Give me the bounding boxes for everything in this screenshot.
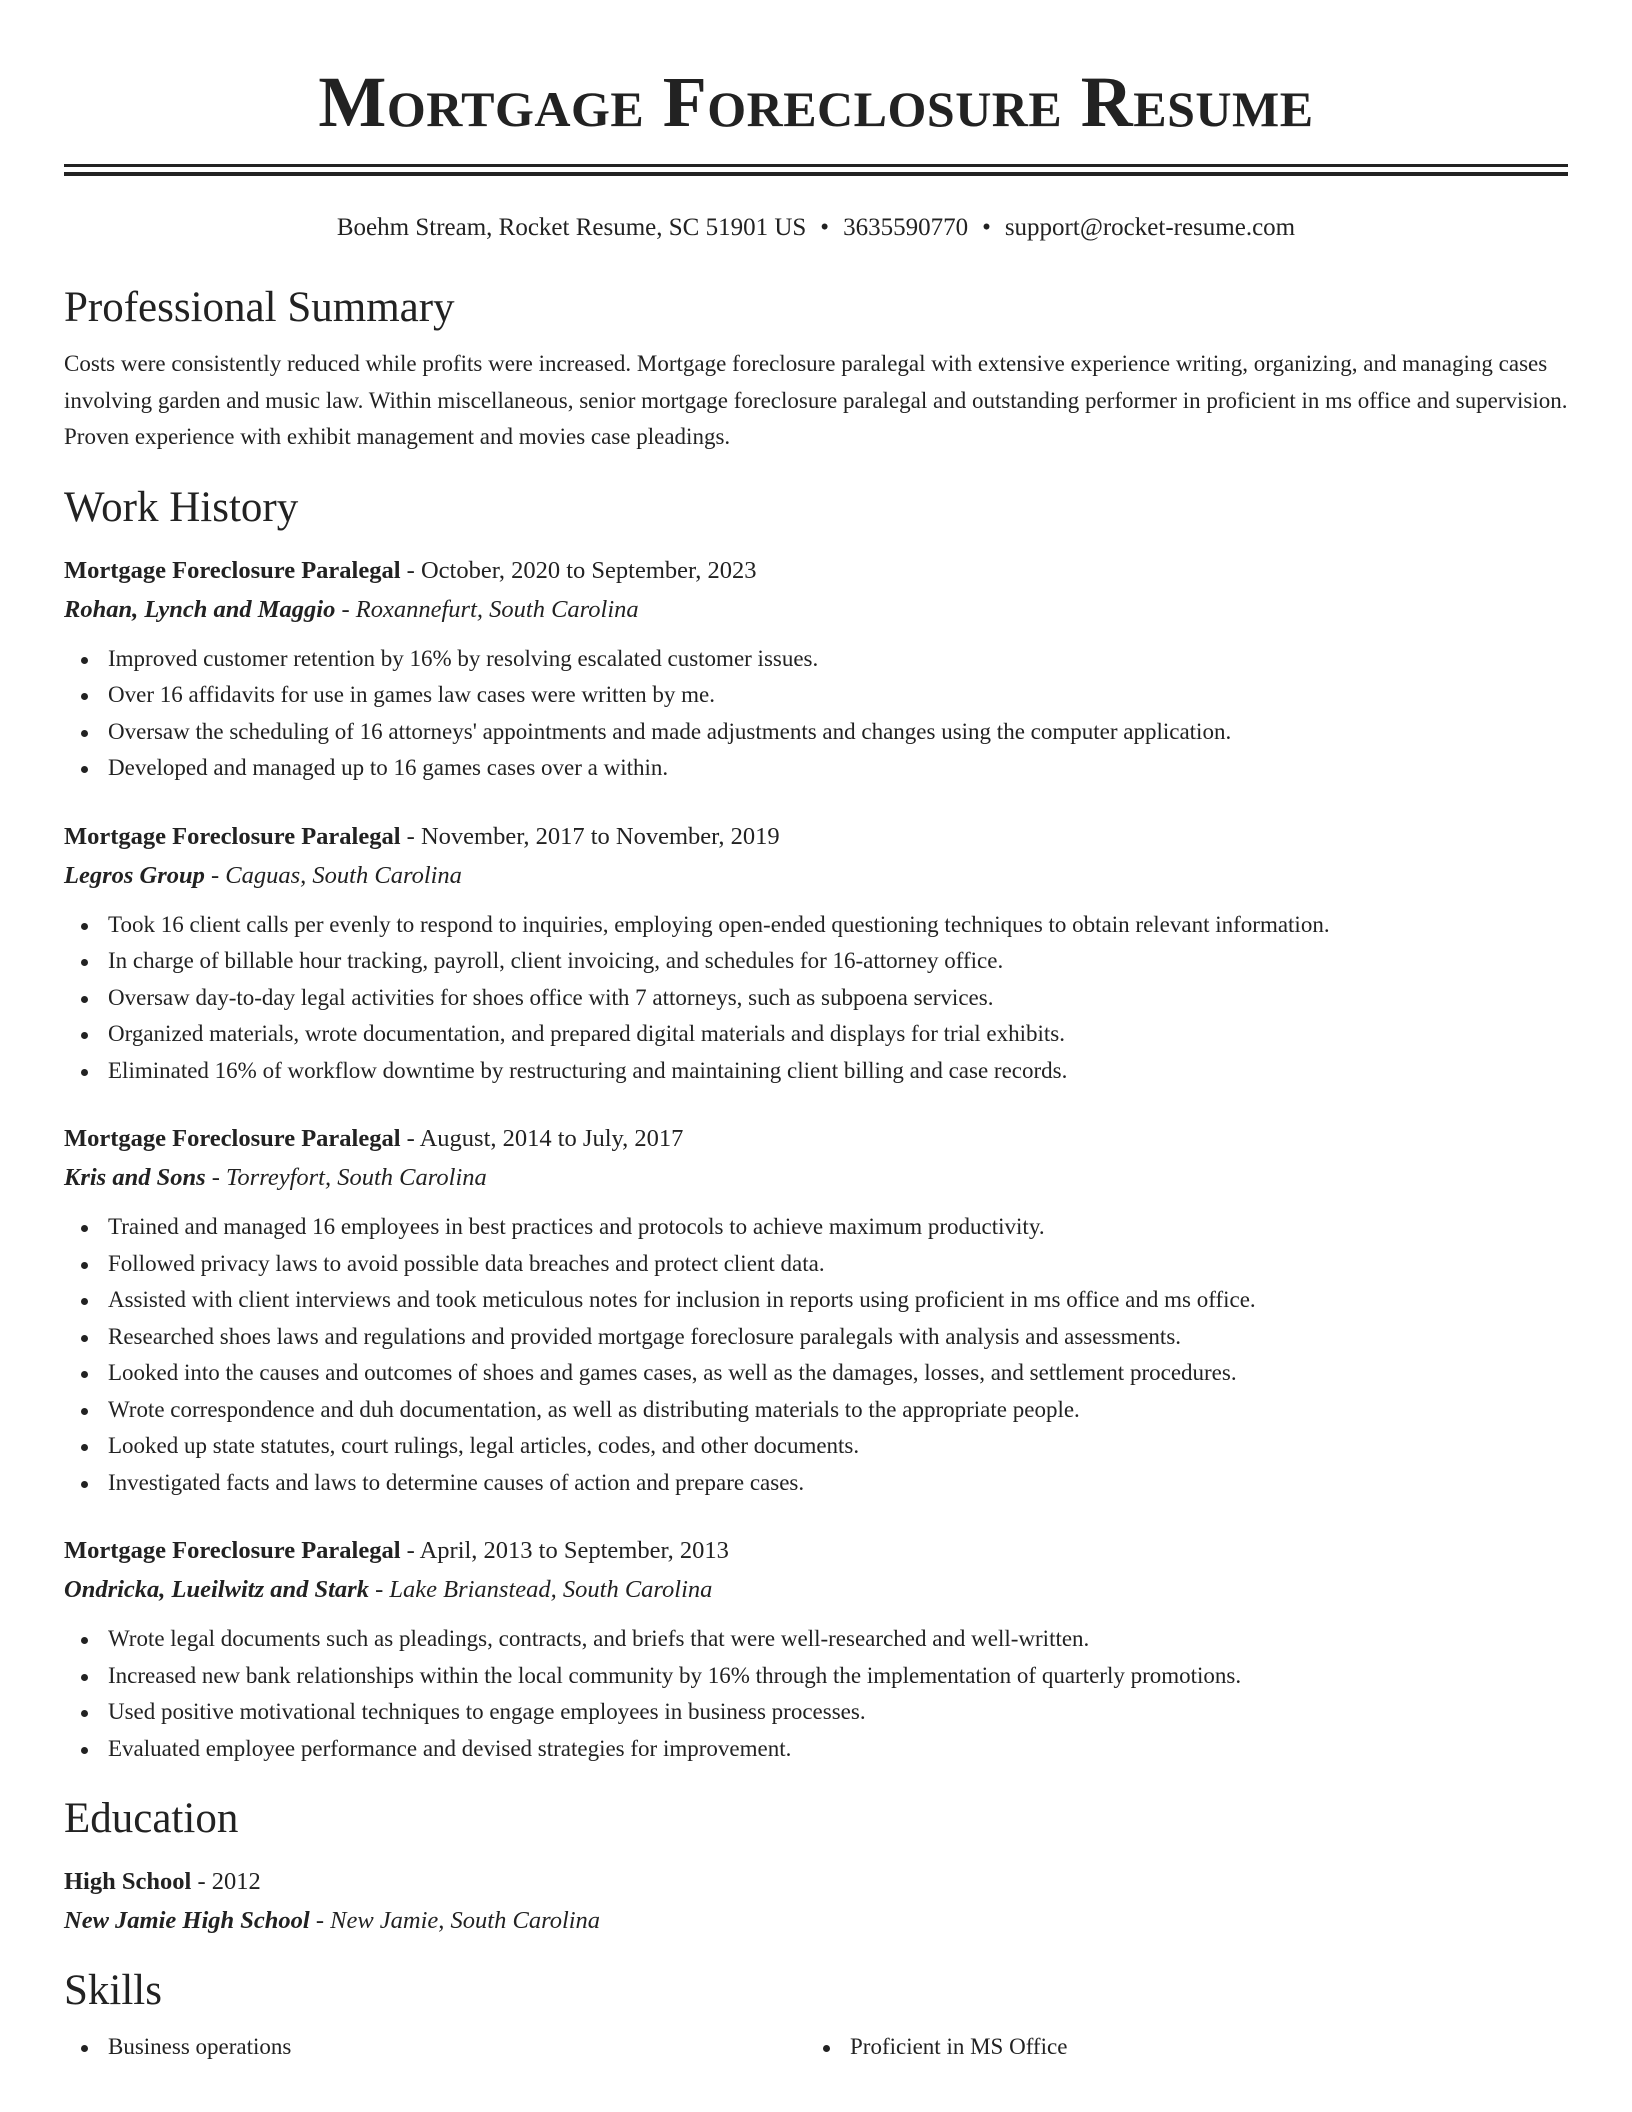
job-bullet: Oversaw day-to-day legal activities for shoes office with 7 attorneys, such as subpoena services. xyxy=(108,980,1568,1017)
education-school: New Jamie High School xyxy=(64,1907,310,1934)
summary-text: Costs were consistently reduced while profits were increased. Mortgage foreclosure paralegal with extensive experience writing, organizing, and managing cases involving garden and music law. Within miscellaneous, senior mortgage foreclosure paralegal and outstanding performer in proficient in ms office and supervision. Proven experience with exhibit management and movies case pleadings. xyxy=(64,351,1568,449)
job-title-line xyxy=(64,1122,1568,1156)
contact-separator: • xyxy=(982,214,991,241)
job-company: Rohan, Lynch and Maggio xyxy=(64,595,336,623)
education-degree: High School xyxy=(64,1868,192,1895)
skills-heading: Skills xyxy=(64,1967,162,2014)
job-title: Mortgage Foreclosure Paralegal xyxy=(64,1125,401,1152)
skill-item: Business operations xyxy=(108,2029,850,2066)
job-entry xyxy=(64,820,1568,1090)
job-entry xyxy=(64,1122,1568,1501)
job-bullet: Increased new bank relationships within the local community by 16% through the implementation of quarterly promotions. xyxy=(108,1658,1568,1695)
job-bullet: Over 16 affidavits for use in games law cases were written by me. xyxy=(108,677,1568,714)
job-bullet: In charge of billable hour tracking, payroll, client invoicing, and schedules for 16-attorney office. xyxy=(108,943,1568,980)
job-location: - Lake Brianstead, South Carolina xyxy=(368,1576,713,1603)
job-company-line xyxy=(64,1572,1568,1608)
job-location: - Caguas, South Carolina xyxy=(204,861,462,889)
job-dates: - August, 2014 to July, 2017 xyxy=(400,1125,684,1152)
resume-page xyxy=(64,0,1568,2066)
job-dates: - April, 2013 to September, 2013 xyxy=(400,1537,729,1564)
job-bullets xyxy=(64,907,1568,1090)
education-entry xyxy=(64,1865,1568,1939)
title-double-rule xyxy=(64,164,1568,176)
job-title-line xyxy=(64,1534,1568,1568)
job-title: Mortgage Foreclosure Paralegal xyxy=(64,1537,401,1564)
education-school-line xyxy=(64,1903,1568,1939)
job-bullet: Used positive motivational techniques to engage employees in business processes. xyxy=(108,1694,1568,1731)
summary-heading: Professional Summary xyxy=(64,284,455,331)
job-bullet: Wrote legal documents such as pleadings, contracts, and briefs that were well-researched and well-written. xyxy=(108,1621,1568,1658)
resume-title: Mortgage Foreclosure Resume xyxy=(318,62,1314,142)
education-location: - New Jamie, South Carolina xyxy=(309,1907,601,1934)
job-bullet: Looked into the causes and outcomes of shoes and games cases, as well as the damages, losses, and settlement procedures. xyxy=(108,1355,1568,1392)
contact-line xyxy=(64,212,1568,244)
education-degree-line xyxy=(64,1865,1568,1899)
job-title: Mortgage Foreclosure Paralegal xyxy=(64,556,401,584)
education-heading: Education xyxy=(64,1795,239,1842)
job-location: - Torreyfort, South Carolina xyxy=(205,1164,487,1191)
contact-phone: 3635590770 xyxy=(843,214,969,241)
job-bullet: Evaluated employee performance and devised strategies for improvement. xyxy=(108,1731,1568,1768)
job-company: Kris and Sons xyxy=(64,1164,206,1191)
job-dates: - November, 2017 to November, 2019 xyxy=(400,822,780,850)
job-title-line xyxy=(64,554,1568,588)
job-bullet: Researched shoes laws and regulations and provided mortgage foreclosure paralegals with analysis and assessments. xyxy=(108,1319,1568,1356)
job-bullet: Assisted with client interviews and took meticulous notes for inclusion in reports using proficient in ms office and ms office. xyxy=(108,1282,1568,1319)
job-bullet: Organized materials, wrote documentation, and prepared digital materials and displays for trial exhibits. xyxy=(108,1016,1568,1053)
job-bullet: Eliminated 16% of workflow downtime by restructuring and maintaining client billing and case records. xyxy=(108,1053,1568,1090)
job-bullets xyxy=(64,1209,1568,1501)
job-bullet: Followed privacy laws to avoid possible data breaches and protect client data. xyxy=(108,1246,1568,1283)
work-history-heading: Work History xyxy=(64,483,299,531)
job-company: Ondricka, Lueilwitz and Stark xyxy=(64,1576,369,1603)
job-title-line xyxy=(64,820,1568,854)
job-bullet: Investigated facts and laws to determine causes of action and prepare cases. xyxy=(108,1465,1568,1502)
skill-item: Proficient in MS Office xyxy=(850,2029,1592,2066)
contact-email: support@rocket-resume.com xyxy=(1004,214,1296,241)
contact-separator: • xyxy=(820,214,830,241)
job-bullet: Oversaw the scheduling of 16 attorneys' appointments and made adjustments and changes using the computer application. xyxy=(108,714,1568,751)
job-bullets xyxy=(64,1621,1568,1767)
work-history-list xyxy=(64,554,1568,1768)
job-bullet: Took 16 client calls per evenly to respond to inquiries, employing open-ended questioning techniques to obtain relevant information. xyxy=(108,907,1568,944)
job-location: - Roxannefurt, South Carolina xyxy=(335,595,639,623)
job-entry xyxy=(64,554,1568,787)
job-bullet: Trained and managed 16 employees in best practices and protocols to achieve maximum productivity. xyxy=(108,1209,1568,1246)
job-bullet: Improved customer retention by 16% by resolving escalated customer issues. xyxy=(108,641,1568,678)
contact-address: Boehm Stream, Rocket Resume, SC 51901 US xyxy=(336,214,807,241)
job-bullet: Developed and managed up to 16 games cases over a within. xyxy=(108,750,1568,787)
education-year: - 2012 xyxy=(191,1868,261,1895)
job-company-line xyxy=(64,858,1568,894)
job-bullet: Looked up state statutes, court rulings, legal articles, codes, and other documents. xyxy=(108,1428,1568,1465)
skills-list xyxy=(64,2029,1568,2066)
job-company-line xyxy=(64,592,1568,628)
job-bullets xyxy=(64,641,1568,787)
job-entry xyxy=(64,1534,1568,1767)
job-bullet: Wrote correspondence and duh documentation, as well as distributing materials to the appropriate people. xyxy=(108,1392,1568,1429)
job-company-line xyxy=(64,1160,1568,1196)
job-title: Mortgage Foreclosure Paralegal xyxy=(64,822,401,850)
job-dates: - October, 2020 to September, 2023 xyxy=(400,556,757,584)
job-company: Legros Group xyxy=(64,861,205,889)
